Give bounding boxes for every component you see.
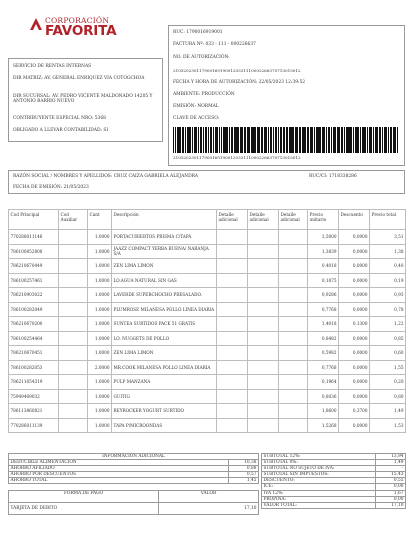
line-total: 0,19 bbox=[370, 273, 406, 288]
detalle-adicional bbox=[279, 375, 308, 390]
cod-principal: 786210670451 bbox=[9, 346, 59, 361]
total-label: SUBTOTAL 0%: bbox=[262, 460, 376, 466]
barcode-bar bbox=[380, 127, 381, 153]
cod-auxiliar bbox=[59, 404, 88, 419]
cod-auxiliar bbox=[59, 259, 88, 274]
detalle-adicional bbox=[217, 360, 248, 375]
unit-price: 1,8600 bbox=[308, 404, 339, 419]
barcode-bar bbox=[192, 127, 193, 153]
description: JAAZZ COMPACT YERBA BUENA/ NARANJA S/A bbox=[112, 244, 217, 259]
detalle-adicional bbox=[279, 404, 308, 419]
discount: 0,0000 bbox=[339, 273, 370, 288]
column-header: Cod Principal bbox=[9, 210, 59, 230]
table-row bbox=[9, 302, 406, 317]
barcode-bar bbox=[179, 127, 180, 153]
detalle-adicional bbox=[279, 418, 308, 433]
detalle-adicional bbox=[217, 244, 248, 259]
table-row bbox=[9, 230, 406, 245]
invoice-info-box bbox=[168, 25, 405, 166]
description: PLUMROSE MILANESA POLLO LINEA DIARIA bbox=[112, 302, 217, 317]
quantity: 1.0000 bbox=[88, 331, 112, 346]
unit-price: 0,8036 bbox=[308, 389, 339, 404]
barcode-bar bbox=[284, 127, 285, 153]
barcode-bar bbox=[221, 127, 222, 153]
detalle-adicional bbox=[217, 230, 248, 245]
cod-principal: 786210670200 bbox=[9, 317, 59, 332]
info-value: 0,57 bbox=[229, 472, 259, 478]
payment-method-table bbox=[8, 490, 259, 515]
info-label: AHORRO AFILIADO bbox=[9, 466, 229, 472]
line-total: 0,93 bbox=[370, 288, 406, 303]
total-value: 17,10 bbox=[376, 502, 406, 508]
barcode-bar bbox=[271, 127, 272, 153]
line-total: 0,40 bbox=[370, 259, 406, 274]
payment-method-header: FORMA DE PAGO bbox=[9, 491, 159, 503]
description: PULP MANZANA bbox=[112, 375, 217, 390]
table-row bbox=[9, 288, 406, 303]
discount: 0,0000 bbox=[339, 331, 370, 346]
barcode-bar bbox=[314, 127, 315, 153]
line-total: 1,55 bbox=[370, 360, 406, 375]
barcode-bar bbox=[261, 127, 262, 153]
detalle-adicional bbox=[279, 346, 308, 361]
cod-auxiliar bbox=[59, 346, 88, 361]
barcode-bar bbox=[287, 127, 288, 153]
total-value: 0,00 bbox=[376, 496, 406, 502]
barcode-bar bbox=[367, 127, 368, 153]
cod-auxiliar bbox=[59, 389, 88, 404]
quantity: 1.0000 bbox=[88, 418, 112, 433]
unit-price: 0,9286 bbox=[308, 288, 339, 303]
barcode-bar bbox=[296, 127, 297, 153]
info-label: DEDUCIBLE ALIMENTACION bbox=[9, 460, 229, 466]
line-total: 0,20 bbox=[370, 375, 406, 390]
column-header: Detalle adicional bbox=[279, 210, 308, 230]
total-label: VALOR TOTAL: bbox=[262, 502, 376, 508]
column-header: Descripción bbox=[112, 210, 217, 230]
barcode-bar bbox=[249, 127, 250, 153]
barcode-bar bbox=[373, 127, 374, 153]
authorization-number: 2105202301179001691900120331110002266370713015012 bbox=[173, 68, 301, 73]
total-value: 1,49 bbox=[376, 460, 406, 466]
barcode-bar bbox=[238, 127, 239, 153]
barcode-bar bbox=[391, 127, 392, 153]
customer-ruc: RUC/CI: 1718338286 bbox=[309, 174, 357, 179]
total-label: PROPINA: bbox=[262, 496, 376, 502]
table-row bbox=[9, 346, 406, 361]
unit-price: 0,5982 bbox=[308, 346, 339, 361]
issuer-info-box bbox=[8, 58, 163, 142]
access-key-number: 2105202301179001691900120331110002266370713015012 bbox=[173, 155, 301, 160]
detalle-adicional bbox=[279, 360, 308, 375]
table-row bbox=[9, 244, 406, 259]
info-value: 10,38 bbox=[229, 460, 259, 466]
barcode-bar bbox=[185, 127, 186, 153]
unit-price: 1,5268 bbox=[308, 418, 339, 433]
quantity: 1.0000 bbox=[88, 244, 112, 259]
detalle-adicional bbox=[279, 259, 308, 274]
barcode-bar bbox=[273, 127, 274, 153]
logo-line2: FAVORITA bbox=[45, 23, 117, 39]
table-row bbox=[9, 389, 406, 404]
barcode-bar bbox=[329, 127, 330, 153]
table-row bbox=[9, 503, 259, 515]
line-total: 0,78 bbox=[370, 302, 406, 317]
detalle-adicional bbox=[279, 317, 308, 332]
discount: 0,0000 bbox=[339, 360, 370, 375]
total-value: - bbox=[376, 466, 406, 472]
dir-sucursal: DIR SUCURSAL: AV. PEDRO VICENTE MALDONADO 14205 Y ANTONIO BARRIO NUEVO bbox=[13, 94, 153, 105]
line-total: 0,80 bbox=[370, 389, 406, 404]
discount: 0,0000 bbox=[339, 230, 370, 245]
total-label: IVA 12%: bbox=[262, 490, 376, 496]
description: SUNTEA SURTIDOS PACK 51 GRATIS bbox=[112, 317, 217, 332]
unit-price: 1,3839 bbox=[308, 244, 339, 259]
barcode-bar bbox=[217, 127, 218, 153]
line-total: 3,51 bbox=[370, 230, 406, 245]
detalle-adicional bbox=[217, 259, 248, 274]
table-row bbox=[9, 331, 406, 346]
barcode-bar bbox=[376, 127, 377, 153]
payment-value-header: VALOR bbox=[159, 491, 259, 503]
detalle-adicional bbox=[279, 288, 308, 303]
description: MR.COOK MILANESA POLLO LINEA DIARIA bbox=[112, 360, 217, 375]
description: LO.AGUA NATURAL SIN GAS bbox=[112, 273, 217, 288]
info-label: AHORRO TOTAL bbox=[9, 478, 229, 484]
payment-method: TARJETA DE DEBITO bbox=[9, 503, 159, 515]
cod-principal: 786100257461 bbox=[9, 273, 59, 288]
cod-principal: 786100852808 bbox=[9, 244, 59, 259]
barcode-bar bbox=[211, 127, 212, 153]
discount: 0,0000 bbox=[339, 346, 370, 361]
total-label: DESCUENTO: bbox=[262, 478, 376, 484]
detalle-adicional bbox=[279, 331, 308, 346]
quantity: 1.0000 bbox=[88, 288, 112, 303]
detalle-adicional bbox=[248, 302, 279, 317]
quantity: 2.0000 bbox=[88, 360, 112, 375]
barcode-bar bbox=[353, 127, 354, 153]
detalle-adicional bbox=[248, 273, 279, 288]
total-value: 0,55 bbox=[376, 478, 406, 484]
cod-principal: 786210670449 bbox=[9, 259, 59, 274]
discount: 0,0000 bbox=[339, 389, 370, 404]
table-row bbox=[9, 404, 406, 419]
issuer-name: SERVICIO DE RENTAS INTERNAS bbox=[13, 64, 92, 69]
barcode-bar bbox=[203, 127, 204, 153]
cod-principal: 786211054319 bbox=[9, 375, 59, 390]
cod-principal: 786100282049 bbox=[9, 302, 59, 317]
description: ZEN LIMA LIMON bbox=[112, 346, 217, 361]
barcode-bar bbox=[290, 127, 291, 153]
contribuyente-especial: CONTRIBUYENTE ESPECIAL NRO: 5368 bbox=[13, 116, 106, 121]
barcode-bar bbox=[182, 127, 183, 153]
unit-price: 1,4018 bbox=[308, 317, 339, 332]
quantity: 1.0000 bbox=[88, 273, 112, 288]
detalle-adicional bbox=[217, 302, 248, 317]
totals-table bbox=[261, 453, 406, 509]
barcode-bar bbox=[341, 127, 342, 153]
total-value: 13,94 bbox=[376, 454, 406, 460]
issue-date: FECHA DE EMISIÓN: 21/05/2023 bbox=[13, 185, 89, 190]
barcode-bar bbox=[229, 127, 230, 153]
cod-principal: 770286011146 bbox=[9, 230, 59, 245]
detalle-adicional bbox=[279, 244, 308, 259]
cod-auxiliar bbox=[59, 360, 88, 375]
detalle-adicional bbox=[248, 360, 279, 375]
environment: AMBIENTE: PRODUCCIÓN bbox=[173, 92, 235, 97]
table-row bbox=[9, 375, 406, 390]
items-table bbox=[8, 209, 406, 433]
barcode-bar bbox=[357, 127, 358, 153]
barcode-bar bbox=[188, 127, 189, 153]
barcode-bar bbox=[388, 127, 389, 153]
unit-price: 0,7768 bbox=[308, 360, 339, 375]
description: REYROCKER YOGURT SURTIDO bbox=[112, 404, 217, 419]
dir-matriz: DIR MATRIZ: AV. GENERAL ENRIQUEZ VIA COTOGCHOA bbox=[13, 76, 145, 81]
info-label: AHORRO POR DESCUENTOS bbox=[9, 472, 229, 478]
unit-price: 0,1875 bbox=[308, 273, 339, 288]
barcode-bar bbox=[208, 127, 209, 153]
total-value: 0,00 bbox=[376, 484, 406, 490]
cod-principal: 786100254464 bbox=[9, 331, 59, 346]
description: LAVERDE SUPERCHOCHO PRESALADO. bbox=[112, 288, 217, 303]
detalle-adicional bbox=[217, 317, 248, 332]
table-row bbox=[9, 259, 406, 274]
emission-type: EMISIÓN: NORMAL bbox=[173, 104, 219, 109]
additional-info-table bbox=[8, 453, 259, 484]
discount: 0,0000 bbox=[339, 259, 370, 274]
barcode-bar bbox=[177, 127, 178, 153]
detalle-adicional bbox=[248, 244, 279, 259]
description: TAPA P/MICROONDAS bbox=[112, 418, 217, 433]
column-header: Precio unitario bbox=[308, 210, 339, 230]
detalle-adicional bbox=[279, 302, 308, 317]
detalle-adicional bbox=[248, 389, 279, 404]
line-total: 1,38 bbox=[370, 244, 406, 259]
detalle-adicional bbox=[217, 418, 248, 433]
cod-auxiliar bbox=[59, 273, 88, 288]
barcode-bar bbox=[173, 127, 174, 153]
info-value: 1,45 bbox=[229, 478, 259, 484]
quantity: 1.0000 bbox=[88, 375, 112, 390]
total-value: 1,67 bbox=[376, 490, 406, 496]
quantity: 1.0000 bbox=[88, 317, 112, 332]
discount: 0,3700 bbox=[339, 404, 370, 419]
detalle-adicional bbox=[248, 230, 279, 245]
unit-price: 0,4018 bbox=[308, 259, 339, 274]
line-total: 0,60 bbox=[370, 346, 406, 361]
detalle-adicional bbox=[248, 375, 279, 390]
cod-auxiliar bbox=[59, 302, 88, 317]
detalle-adicional bbox=[217, 288, 248, 303]
quantity: 1.0000 bbox=[88, 259, 112, 274]
barcode-bar bbox=[268, 127, 269, 153]
column-header: Detalle adicional bbox=[248, 210, 279, 230]
barcode-bar bbox=[304, 127, 305, 153]
quantity: 1.0000 bbox=[88, 389, 112, 404]
info-value: 0,88 bbox=[229, 466, 259, 472]
logo-line1: CORPORACIÓN bbox=[45, 16, 110, 25]
detalle-adicional bbox=[248, 404, 279, 419]
table-row bbox=[9, 418, 406, 433]
unit-price: 0,8482 bbox=[308, 331, 339, 346]
barcode-bar bbox=[258, 127, 259, 153]
discount: 0,0000 bbox=[339, 288, 370, 303]
discount: 0,1300 bbox=[339, 317, 370, 332]
barcode-bar bbox=[226, 127, 227, 153]
cod-principal: 75949409032 bbox=[9, 389, 59, 404]
barcode-bar bbox=[175, 127, 176, 153]
authorization-label: NO. DE AUTORIZACIÓN: bbox=[173, 55, 230, 60]
detalle-adicional bbox=[248, 288, 279, 303]
description: LO. NUGGETS DE POLLO bbox=[112, 331, 217, 346]
issuer-ruc: RUC: 1790016919001 bbox=[173, 30, 223, 35]
unit-price: 0,7768 bbox=[308, 302, 339, 317]
line-total: 1,53 bbox=[370, 418, 406, 433]
barcode-bar bbox=[232, 127, 233, 153]
cod-auxiliar bbox=[59, 230, 88, 245]
discount: 0,0000 bbox=[339, 244, 370, 259]
total-value: 15,43 bbox=[376, 472, 406, 478]
barcode-bar bbox=[339, 127, 340, 153]
customer-name: RAZÓN SOCIAL / NOMBRES Y APELLIDOS: CRUZ CAIZA GABRIELA ALEJANDRA bbox=[13, 174, 199, 179]
invoice-number: FACTURA Nº: 033 - 111 - 000226637 bbox=[173, 42, 256, 47]
barcode-bar bbox=[364, 127, 365, 153]
column-header: Precio total bbox=[370, 210, 406, 230]
additional-info-title: INFORMACIÓN ADICIONAL bbox=[9, 454, 259, 460]
detalle-adicional bbox=[217, 404, 248, 419]
detalle-adicional bbox=[217, 346, 248, 361]
column-header: Cod Auxiliar bbox=[59, 210, 88, 230]
quantity: 1.0000 bbox=[88, 230, 112, 245]
column-header: Descuento bbox=[339, 210, 370, 230]
cod-principal: 786100282053 bbox=[9, 360, 59, 375]
access-key-barcode bbox=[173, 127, 401, 153]
cod-auxiliar bbox=[59, 317, 88, 332]
detalle-adicional bbox=[217, 331, 248, 346]
barcode-bar bbox=[245, 127, 246, 153]
detalle-adicional bbox=[248, 346, 279, 361]
total-label: ICE: bbox=[262, 484, 376, 490]
detalle-adicional bbox=[217, 389, 248, 404]
cod-principal: 770286011139 bbox=[9, 418, 59, 433]
detalle-adicional bbox=[279, 230, 308, 245]
line-total: 0,85 bbox=[370, 331, 406, 346]
payment-header-row bbox=[9, 491, 259, 503]
column-header: Detalle adicional bbox=[217, 210, 248, 230]
cod-principal: 786113860821 bbox=[9, 404, 59, 419]
detalle-adicional bbox=[248, 331, 279, 346]
discount: 0,0000 bbox=[339, 375, 370, 390]
company-logo bbox=[28, 14, 120, 58]
cod-auxiliar bbox=[59, 375, 88, 390]
detalle-adicional bbox=[279, 273, 308, 288]
detalle-adicional bbox=[248, 259, 279, 274]
quantity: 1.0000 bbox=[88, 404, 112, 419]
unit-price: 3,5000 bbox=[308, 230, 339, 245]
table-row bbox=[9, 478, 259, 484]
table-row bbox=[9, 360, 406, 375]
detalle-adicional bbox=[217, 273, 248, 288]
cod-auxiliar bbox=[59, 331, 88, 346]
barcode-bar bbox=[198, 127, 199, 153]
cod-auxiliar bbox=[59, 244, 88, 259]
customer-info-box bbox=[8, 170, 405, 194]
quantity: 1.0000 bbox=[88, 346, 112, 361]
line-total: 1,49 bbox=[370, 404, 406, 419]
quantity: 1.0000 bbox=[88, 302, 112, 317]
barcode-bar bbox=[278, 127, 279, 153]
barcode-bar bbox=[385, 127, 386, 153]
total-label: SUBTOTAL NO SUJETO DE IVA: bbox=[262, 466, 376, 472]
detalle-adicional bbox=[279, 389, 308, 404]
description: GUITIG bbox=[112, 389, 217, 404]
unit-price: 0,1964 bbox=[308, 375, 339, 390]
total-label: SUBTOTAL 12%: bbox=[262, 454, 376, 460]
table-row bbox=[9, 317, 406, 332]
items-header-row bbox=[9, 210, 406, 230]
cod-principal: 786210903022 bbox=[9, 288, 59, 303]
cod-auxiliar bbox=[59, 418, 88, 433]
table-row bbox=[9, 273, 406, 288]
barcode-bar bbox=[318, 127, 319, 153]
favorita-logo-icon bbox=[28, 16, 44, 32]
barcode-bar bbox=[397, 127, 398, 153]
detalle-adicional bbox=[217, 375, 248, 390]
detalle-adicional bbox=[248, 418, 279, 433]
obligado-contabilidad: OBLIGADO A LLEVAR CONTABILIDAD: SI bbox=[13, 128, 109, 133]
detalle-adicional bbox=[248, 317, 279, 332]
authorization-datetime: FECHA Y HORA DE AUTORIZACIÓN: 22/05/2023 12:39:52 bbox=[173, 80, 306, 85]
line-total: 1,22 bbox=[370, 317, 406, 332]
barcode-bar bbox=[382, 127, 383, 153]
barcode-bar bbox=[395, 127, 396, 153]
barcode-bar bbox=[276, 127, 277, 153]
totals-row bbox=[262, 502, 406, 508]
discount: 0,0000 bbox=[339, 418, 370, 433]
column-header: Cant bbox=[88, 210, 112, 230]
payment-value: 17,10 bbox=[159, 503, 259, 515]
description: PORTACUBIERTOS PRISMA C/TAPA bbox=[112, 230, 217, 245]
cod-auxiliar bbox=[59, 288, 88, 303]
discount: 0,0000 bbox=[339, 302, 370, 317]
total-label: SUBTOTAL SIN IMPUESTOS: bbox=[262, 472, 376, 478]
description: ZEN LIMA LIMON bbox=[112, 259, 217, 274]
access-key-label: CLAVE DE ACCESO: bbox=[173, 116, 220, 121]
